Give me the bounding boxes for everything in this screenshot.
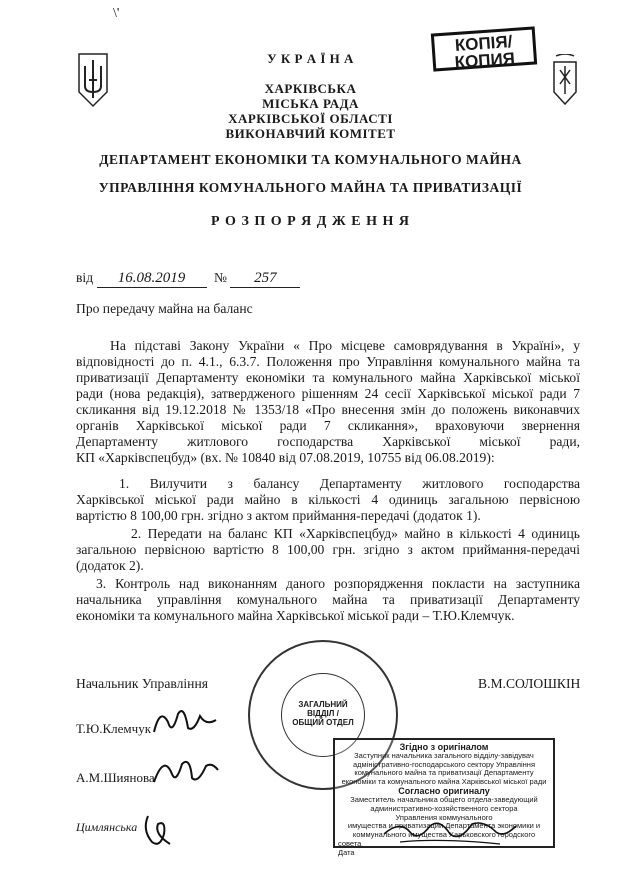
- copy-stamp: КОПІЯ/ КОПИЯ: [431, 26, 537, 71]
- handwritten-signature-3: [140, 810, 180, 850]
- department-heading: ДЕПАРТАМЕНТ ЕКОНОМІКИ ТА КОМУНАЛЬНОГО МАЙНА: [99, 152, 522, 167]
- signatory-name: В.М.СОЛОШКІН: [478, 676, 581, 691]
- stamp-label-date: Дата: [338, 847, 355, 857]
- stamp-handwritten-signature: [380, 812, 520, 846]
- date-value: 16.08.2019: [97, 271, 207, 288]
- item-2-line-1: 2. Передати на баланс КП «Харківспецбуд» майно в кількості 4 одиниць: [131, 526, 580, 541]
- date-prefix: від: [76, 270, 94, 285]
- certified-copy-stamp: Згідно з оригіналом Заступник начальника загального відділу-завідувач адміністративно-господарського сектору Управління комунального майна та приватизації Департаменту економіки та комунального майна Харківської міської ради Согласно оригиналу Заместитель начальника общего отдела-заведующий административно-хозяйственного сектора Управления коммунального имущества и приватизации Департамента экономики и коммунального имущества Харьковского городского совета Дата: [333, 738, 555, 848]
- handwritten-signature-1: [150, 702, 220, 742]
- item-3-line-3: економіки та комунального майна Харківської міської ради – Т.Ю.Клемчук.: [76, 608, 515, 623]
- item-2-line-2: загальною первісною вартістю 8 100,00 грн. згідно з актом приймання-передачі: [76, 542, 580, 557]
- body-line-2: відповідності до п. 4.1., 6.3.7. Положення про Управління комунального майна та: [76, 354, 580, 369]
- approval-name-3: Цимлянська: [76, 820, 138, 834]
- body-line-7: Департаменту житлового господарства Харківської міської ради,: [76, 434, 580, 449]
- approval-name-1: Т.Ю.Клемчук: [76, 721, 152, 736]
- signatory-title: Начальник Управління: [76, 676, 208, 691]
- corner-mark: \': [113, 6, 120, 21]
- body-line-5: скликання від 19.12.2018 № 1353/18 «Про внесення змін до положень виконавчих: [76, 402, 580, 417]
- council-line-1: ХАРКІВСЬКА: [264, 81, 357, 96]
- body-line-1: На підставі Закону України « Про місцеве самоврядування в Україні», у: [110, 338, 580, 353]
- item-1-line-3: вартістю 8 100,00 грн. згідно з актом приймання-передачі (додаток 1).: [76, 508, 481, 523]
- body-line-4: ради (нова редакція), затвердженого рішенням 24 сесії Харківської міської ради 7: [76, 386, 580, 401]
- item-1-line-1: 1. Вилучити з балансу Департаменту житлового господарства: [119, 476, 580, 491]
- council-line-3: ХАРКІВСЬКОЇ ОБЛАСТІ: [228, 111, 393, 126]
- directorate-heading: УПРАВЛІННЯ КОМУНАЛЬНОГО МАЙНА ТА ПРИВАТИЗАЦІЇ: [98, 180, 523, 195]
- number-value: 257: [230, 271, 300, 288]
- date-number-line: [76, 270, 300, 288]
- item-3-line-1: 3. Контроль над виконанням даного розпорядження покласти на заступника: [96, 576, 580, 591]
- council-line-2: МІСЬКА РАДА: [262, 96, 359, 111]
- country-heading: У К Р А Ї Н А: [267, 51, 354, 66]
- item-2-line-3: (додаток 2).: [76, 558, 144, 573]
- body-line-8: КП «Харківспецбуд» (вх. № 10840 від 07.08.2019, 10755 від 06.08.2019):: [76, 450, 495, 465]
- item-1-line-2: Харківської міської ради майно в кількості 4 одиниць загальною первісною: [76, 492, 580, 507]
- item-3-line-2: начальника управління комунального майна та приватизації Департаменту: [76, 592, 580, 607]
- round-seal-text: ЗАГАЛЬНИЙ ВІДДІЛ / ОБЩИЙ ОТДЕЛ: [292, 700, 354, 727]
- number-prefix: №: [213, 270, 227, 285]
- stamp-label-council: совета: [338, 839, 362, 849]
- approval-name-2: А.М.Шиянова: [76, 770, 155, 785]
- council-line-4: ВИКОНАВЧИЙ КОМІТЕТ: [225, 126, 396, 141]
- body-line-3: приватизації Департаменту економіки та комунального майна Харківської міської: [76, 370, 580, 385]
- document-type-heading: Р О З П О Р Я Д Ж Е Н Н Я: [211, 214, 410, 229]
- city-crest-icon: [550, 54, 580, 108]
- document-subject: Про передачу майна на баланс: [76, 301, 253, 316]
- handwritten-signature-2: [150, 750, 220, 790]
- body-line-6: органів Харківської міської ради 7 скликання», враховуючи звернення: [76, 418, 580, 433]
